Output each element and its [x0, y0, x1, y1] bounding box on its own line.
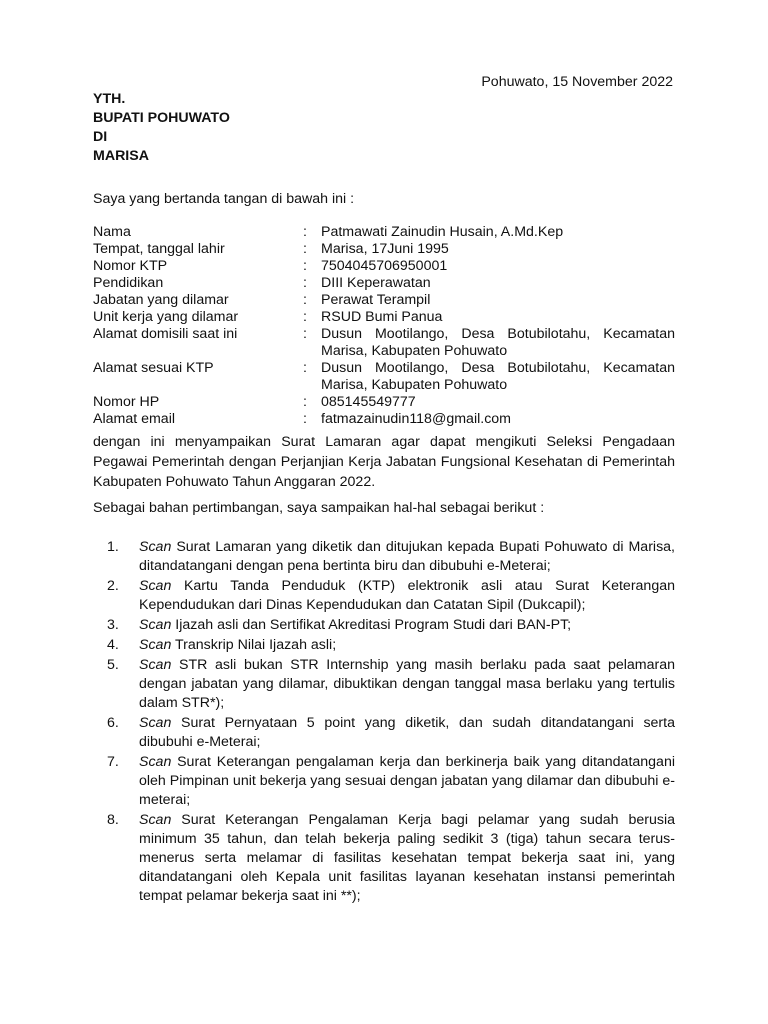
- place-date: Pohuwato, 15 November 2022: [481, 74, 673, 90]
- identity-value: fatmazainudin118@gmail.com: [321, 411, 511, 427]
- identity-row-ktp: [93, 258, 675, 275]
- identity-row-birth: [93, 241, 675, 258]
- list-text: [139, 616, 675, 635]
- identity-row-education: [93, 275, 675, 292]
- identity-colon: :: [303, 309, 307, 325]
- list-item: [107, 714, 675, 752]
- list-number: 6.: [107, 715, 119, 731]
- identity-colon: :: [303, 326, 307, 342]
- scan-word: Scan: [139, 617, 172, 633]
- list-number: 5.: [107, 657, 119, 673]
- identity-colon: :: [303, 292, 307, 308]
- list-text: [139, 636, 675, 655]
- list-item: [107, 636, 675, 655]
- list-number: 2.: [107, 578, 119, 594]
- identity-label: Nama: [93, 224, 131, 240]
- scan-word: Scan: [139, 539, 172, 555]
- identity-row-phone: [93, 394, 675, 411]
- identity-label: Nomor KTP: [93, 258, 168, 274]
- list-item-text: Surat Keterangan Pengalaman Kerja bagi pelamar yang sudah berusia minimum 35 tahun, dan telah bekerja paling sedikit 3 (tiga) tahun secara terus-menerus serta melamar di fasilitas kesehatan tempat bekerja saat ini, yang ditandatangani oleh Kepala unit fasilitas layanan kesehatan instansi pemerintah tempat pelamar bekerja saat ini **);: [139, 812, 675, 904]
- scan-word: Scan: [139, 812, 172, 828]
- identity-label: Alamat email: [93, 411, 176, 427]
- identity-value: 085145549777: [321, 394, 416, 410]
- identity-colon: :: [303, 275, 307, 291]
- identity-label: Nomor HP: [93, 394, 160, 410]
- intro-text: Saya yang bertanda tangan di bawah ini :: [93, 191, 355, 207]
- list-text: [139, 811, 675, 906]
- identity-label: Pendidikan: [93, 275, 164, 291]
- recipient-address: [93, 90, 230, 166]
- identity-colon: :: [303, 411, 307, 427]
- list-item-text: Kartu Tanda Penduduk (KTP) elektronik asli atau Surat Keterangan Kependudukan dari Dinas Kependudukan dan Catatan Sipil (Dukcapil);: [139, 578, 675, 613]
- list-text: [139, 753, 675, 810]
- identity-value: Dusun Mootilango, Desa Botubilotahu, Kecamatan Marisa, Kabupaten Pohuwato: [321, 360, 675, 393]
- identity-row-work-unit: [93, 309, 675, 326]
- identity-value: 7504045706950001: [321, 258, 448, 274]
- recipient-line: YTH.: [93, 91, 126, 107]
- identity-colon: :: [303, 241, 307, 257]
- list-item: [107, 616, 675, 635]
- list-item: [107, 753, 675, 810]
- recipient-line: BUPATI POHUWATO: [93, 110, 230, 126]
- list-text: [139, 714, 675, 752]
- identity-row-position: [93, 292, 675, 309]
- recipient-line: MARISA: [93, 148, 149, 164]
- list-item-text: Surat Lamaran yang diketik dan ditujukan kepada Bupati Pohuwato di Marisa, ditandatangani dengan pena bertinta biru dan dibubuhi e-Meterai;: [139, 539, 675, 574]
- list-item-text: STR asli bukan STR Internship yang masih berlaku pada saat pelamaran dengan jabatan yang dilamar, dibuktikan dengan tanggal masa berlaku yang tertulis dalam STR*);: [139, 657, 675, 711]
- list-item-text: Ijazah asli dan Sertifikat Akreditasi Program Studi dari BAN-PT;: [171, 617, 572, 633]
- list-item: [107, 811, 675, 906]
- list-item-text: Surat Pernyataan 5 point yang diketik, dan sudah ditandatangani serta dibubuhi e-Meterai;: [139, 715, 675, 750]
- list-text: [139, 656, 675, 713]
- identity-value: Dusun Mootilango, Desa Botubilotahu, Kecamatan Marisa, Kabupaten Pohuwato: [321, 326, 675, 359]
- scan-word: Scan: [139, 637, 172, 653]
- identity-row-ktp-address: [93, 360, 675, 394]
- identity-value: Perawat Terampil: [321, 292, 431, 308]
- identity-colon: :: [303, 224, 307, 240]
- identity-table: [93, 224, 675, 428]
- identity-label: Tempat, tanggal lahir: [93, 241, 225, 257]
- list-item: [107, 656, 675, 713]
- identity-row-email: [93, 411, 675, 428]
- identity-label: Jabatan yang dilamar: [93, 292, 229, 308]
- list-item-text: Transkrip Nilai Ijazah asli;: [171, 637, 337, 653]
- identity-label: Alamat domisili saat ini: [93, 326, 238, 342]
- list-number: 8.: [107, 812, 119, 828]
- list-item: [107, 577, 675, 615]
- identity-value: DIII Keperawatan: [321, 275, 431, 291]
- list-number: 1.: [107, 539, 119, 555]
- identity-label: Unit kerja yang dilamar: [93, 309, 239, 325]
- scan-word: Scan: [139, 657, 172, 673]
- identity-colon: :: [303, 360, 307, 376]
- list-item: [107, 538, 675, 576]
- list-item-text: Surat Keterangan pengalaman kerja dan berkinerja baik yang ditandatangani oleh Pimpinan unit bekerja yang sesuai dengan jabatan yang dilamar dan dibubuhi e-meterai;: [139, 754, 675, 808]
- identity-colon: :: [303, 258, 307, 274]
- list-number: 3.: [107, 617, 119, 633]
- scan-word: Scan: [139, 715, 172, 731]
- identity-label: Alamat sesuai KTP: [93, 360, 214, 376]
- identity-row-domicile: [93, 326, 675, 360]
- purpose-paragraph: dengan ini menyampaikan Surat Lamaran agar dapat mengikuti Seleksi Pengadaan Pegawai Pemerintah dengan Perjanjian Kerja Jabatan Fungsional Kesehatan di Pemerintah Kabupaten Pohuwato Tahun Anggaran 2022.: [93, 434, 675, 490]
- list-number: 7.: [107, 754, 119, 770]
- scan-word: Scan: [139, 578, 172, 594]
- list-number: 4.: [107, 637, 119, 653]
- identity-value: RSUD Bumi Panua: [321, 309, 443, 325]
- identity-value: Patmawati Zainudin Husain, A.Md.Kep: [321, 224, 564, 240]
- identity-colon: :: [303, 394, 307, 410]
- recipient-line: DI: [93, 129, 108, 145]
- list-text: [139, 538, 675, 576]
- scan-word: Scan: [139, 754, 172, 770]
- identity-value: Marisa, 17Juni 1995: [321, 241, 449, 257]
- list-text: [139, 577, 675, 615]
- identity-row-name: [93, 224, 675, 241]
- consideration-paragraph: Sebagai bahan pertimbangan, saya sampaikan hal-hal sebagai berikut :: [93, 500, 545, 516]
- document-list: [107, 538, 675, 907]
